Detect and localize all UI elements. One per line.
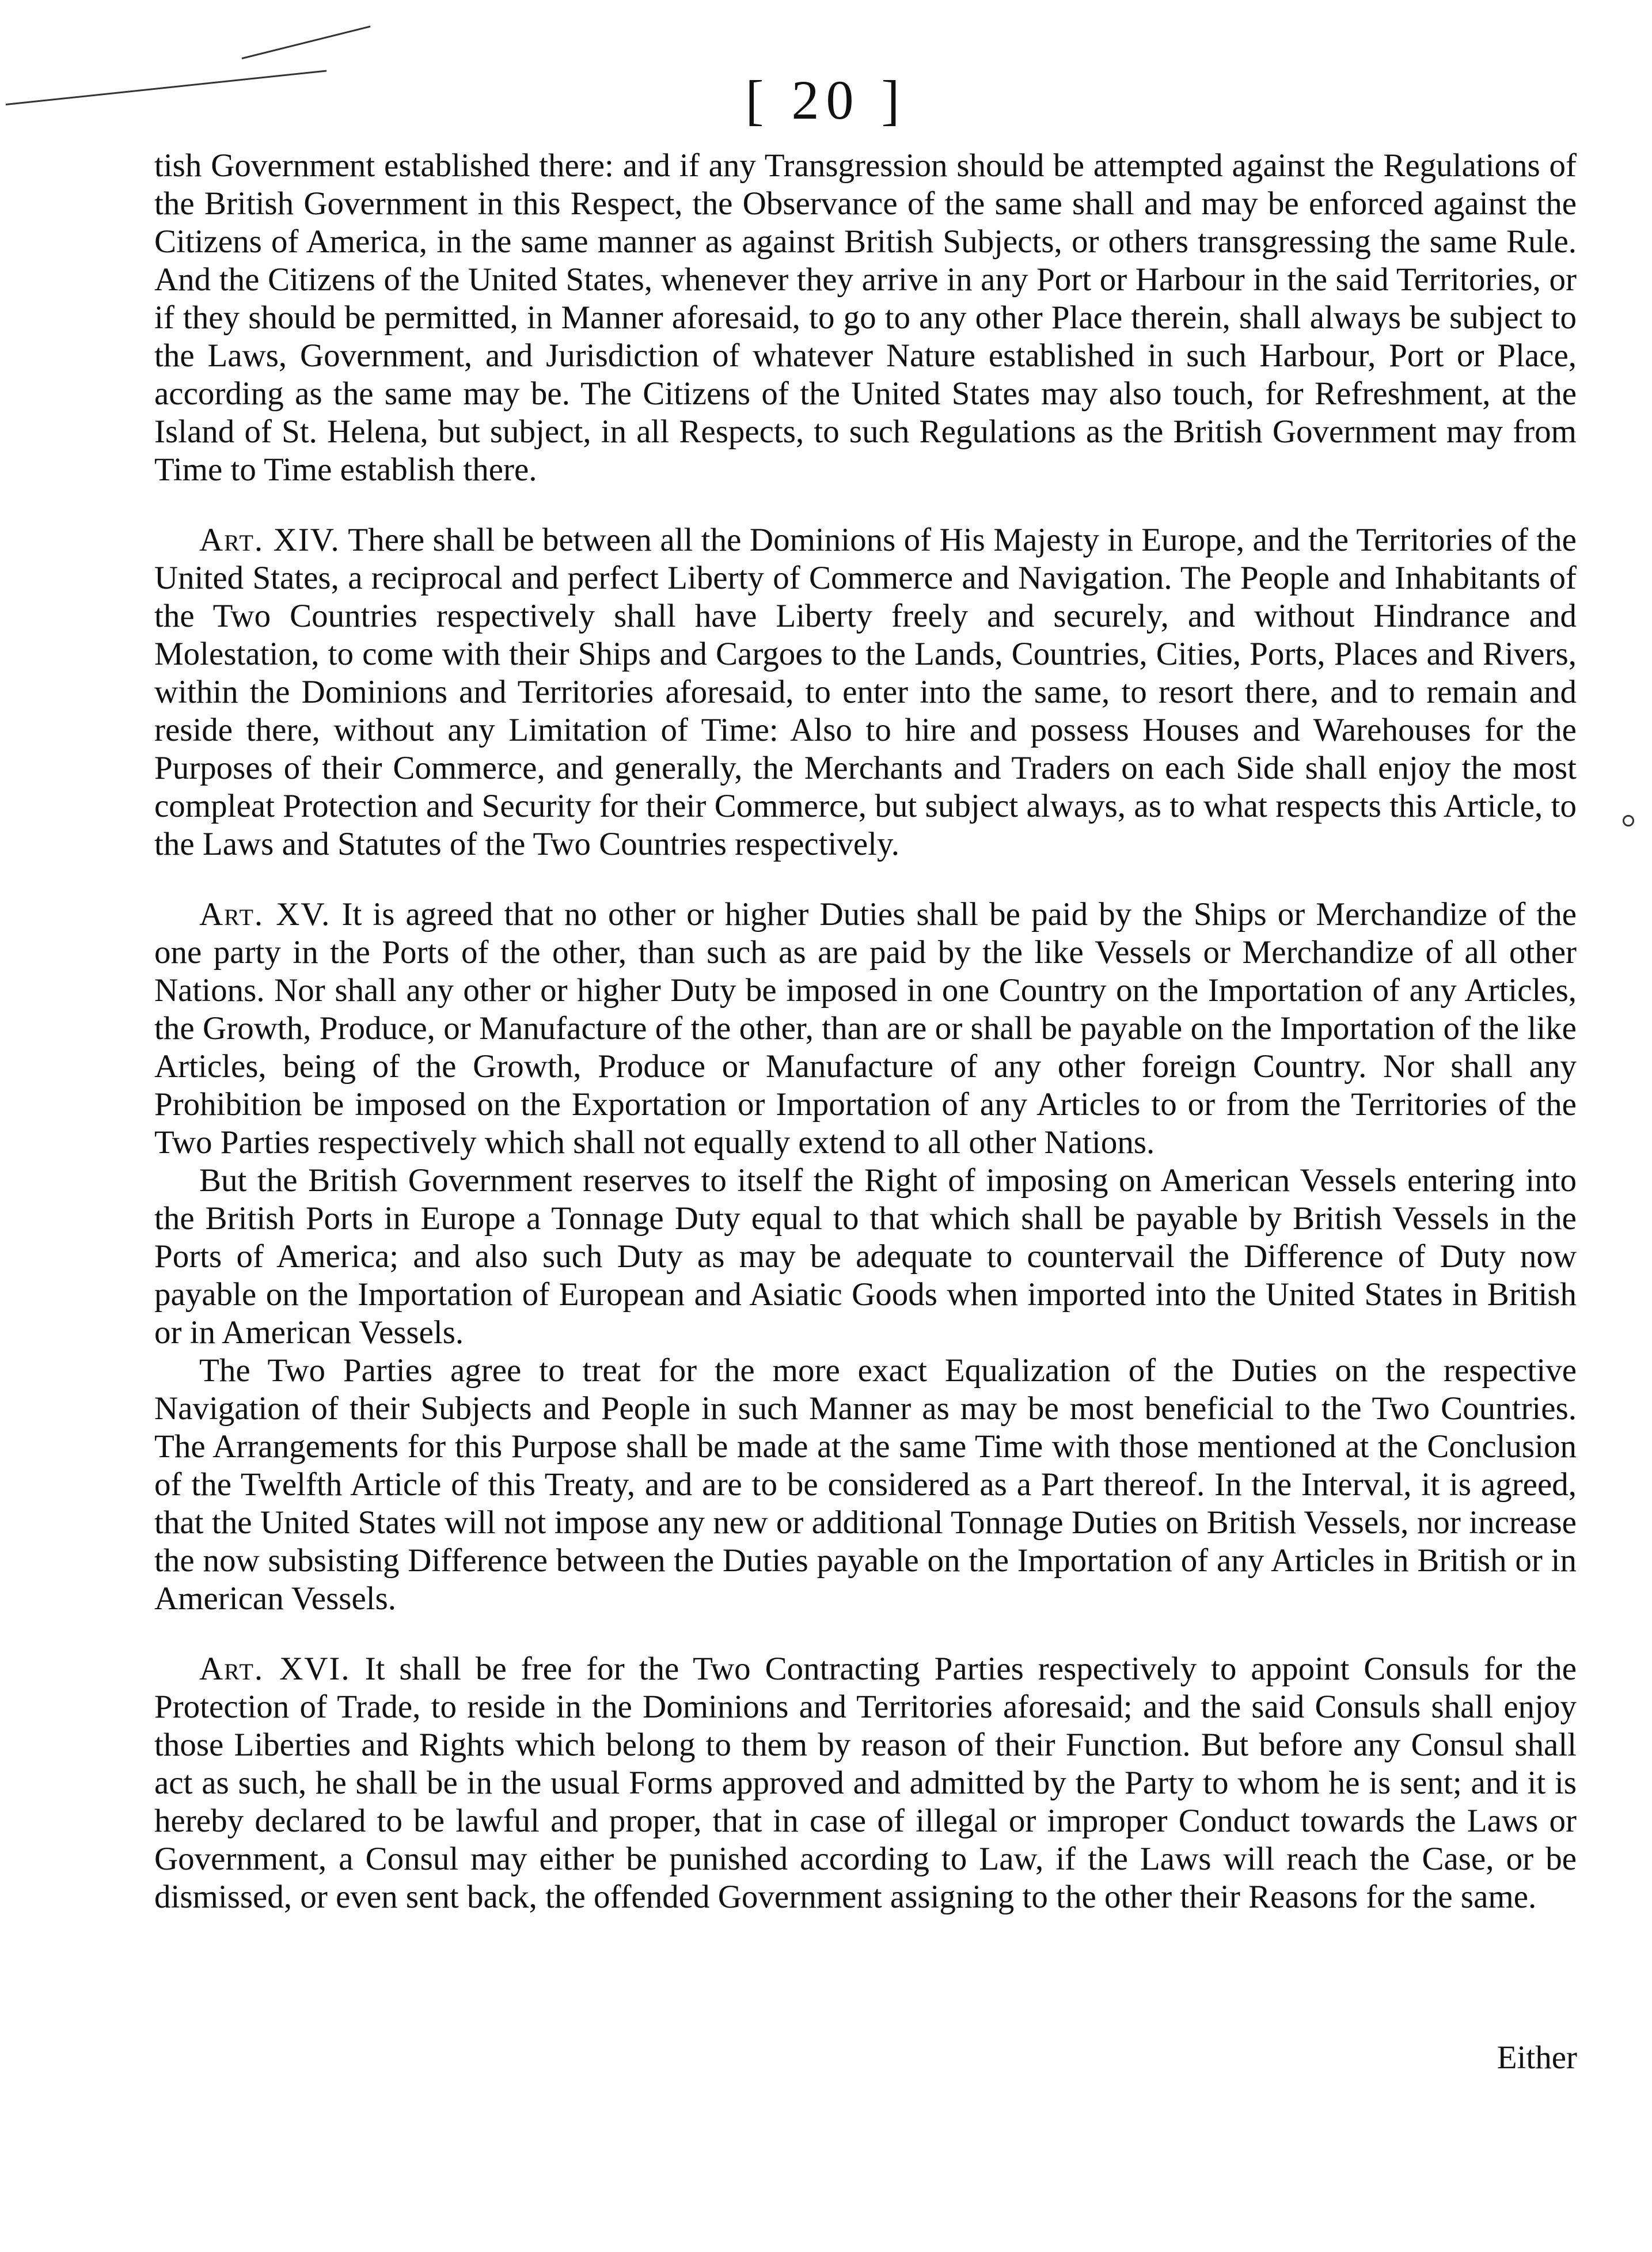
scan-scratch-mark <box>242 25 371 59</box>
article-15-label: Art. XV. <box>199 896 331 932</box>
article-15-third-paragraph: The Two Parties agree to treat for the more exact Equalization of the Duties on the respective Navigation of their Subjects and People in such Manner as may be most beneficial to the Two Countries. The Arrangements for this Purpose shall be made at the same Time with those mentioned at the Conclusion of the Twelfth Article of this Treaty, and are to be considered as a Part thereof. In the Interval, it is agreed, that the United States will not impose any new or additional Tonnage Duties on British Vessels, nor increase the now subsisting Difference between the Duties payable on the Importation of any Articles in British or in American Vessels. <box>154 1352 1577 1617</box>
article-text-body <box>154 147 1577 1916</box>
article-15-second-paragraph: But the British Government reserves to itself the Right of imposing on American Vessels entering into the British Ports in Europe a Tonnage Duty equal to that which shall be payable by British Vessels in the Ports of America; and also such Duty as may be adequate to countervail the Difference of Duty now payable on the Importation of European and Asiatic Goods when imported into the United States in British or in American Vessels. <box>154 1162 1577 1351</box>
article-15-text: It is agreed that no other or higher Duties shall be paid by the Ships or Merchandize of the one party in the Ports of the other, than such as are paid by the like Vessels or Merchandize of all other Nations. Nor shall any other or higher Duty be imposed in one Country on the Importation of any Articles, the Growth, Produce, or Manufacture of the other, than are or shall be payable on the Importation of the like Articles, being of the Growth, Produce or Manufacture of any other foreign Country. Nor shall any Prohibition be imposed on the Exportation or Importation of any Articles to or from the Territories of the Two Parties respectively which shall not equally extend to all other Nations. <box>154 896 1577 1161</box>
page-number: [ 20 ] <box>745 69 907 131</box>
scan-speck <box>1623 815 1634 827</box>
article-16-paragraph <box>154 1650 1577 1916</box>
article-16-text: It shall be free for the Two Contracting Parties respectively to appoint Consuls for the Protection of Trade, to reside in the Dominions and Territories aforesaid; and the said Consuls shall enjoy those Liberties and Rights which belong to them by reason of their Function. But before any Consul shall act as such, he shall be in the usual Forms approved and admitted by the Party to whom he is sent; and it is hereby declared to be lawful and proper, that in case of illegal or improper Conduct towards the Laws or Government, a Consul may either be punished according to Law, if the Laws will reach the Case, or be dismissed, or even sent back, the offended Government assigning to the other their Reasons for the same. <box>154 1651 1577 1915</box>
article-14-label: Art. XIV. <box>199 522 340 558</box>
article-14-paragraph <box>154 521 1577 863</box>
catchword: Either <box>1497 2039 1577 2076</box>
article-16-label: Art. XVI. <box>199 1651 351 1687</box>
continuation-paragraph: tish Government established there: and if any Transgression should be attempted against the Regulations of the British Government in this Respect, the Observance of the same shall and may be enforced against the Citizens of America, in the same manner as against British Subjects, or others transgressing the same Rule. And the Citizens of the United States, whenever they arrive in any Port or Harbour in the said Territories, or if they should be permitted, in Manner aforesaid, to go to any other Place therein, shall always be subject to the Laws, Government, and Jurisdiction of whatever Nature established in such Harbour, Port or Place, according as the same may be. The Citizens of the United States may also touch, for Refreshment, at the Island of St. Helena, but subject, in all Respects, to such Regulations as the British Government may from Time to Time establish there. <box>154 147 1577 488</box>
article-14-text: There shall be between all the Dominions of His Majesty in Europe, and the Territories of the United States, a reciprocal and perfect Liberty of Commerce and Navigation. The People and Inhabitants of the Two Countries respectively shall have Liberty freely and securely, and without Hindrance and Molestation, to come with their Ships and Cargoes to the Lands, Countries, Cities, Ports, Places and Rivers, within the Dominions and Territories aforesaid, to enter into the same, to resort there, and to remain and reside there, without any Limitation of Time: Also to hire and possess Houses and Warehouses for the Purposes of their Commerce, and generally, the Merchants and Traders on each Side shall enjoy the most compleat Protection and Security for their Commerce, but subject always, as to what respects this Article, to the Laws and Statutes of the Two Countries respectively. <box>154 522 1577 862</box>
article-15-paragraph <box>154 896 1577 1162</box>
